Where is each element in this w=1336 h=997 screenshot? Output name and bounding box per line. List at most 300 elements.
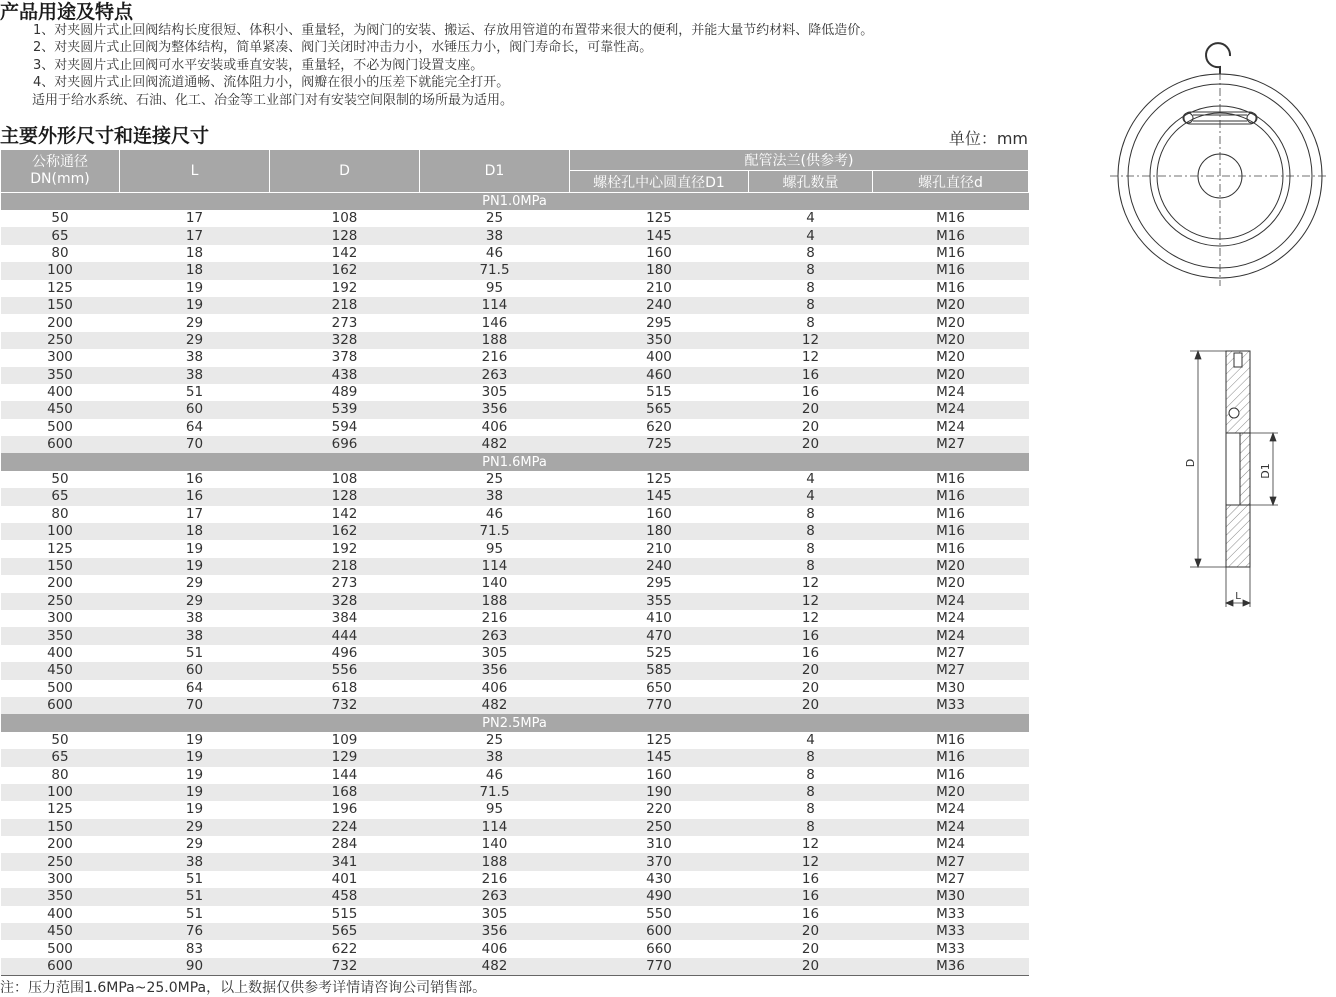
valve-body-section (1226, 351, 1250, 567)
table-cell: 482 (420, 958, 570, 976)
table-cell: M16 (936, 471, 965, 488)
table-row (1, 523, 1029, 540)
pressure-group-row (1, 193, 1029, 211)
table-cell: 460 (570, 367, 749, 384)
feature-item: 适用于给水系统、石油、化工、冶金等工业部门对有安装空间限制的场所最为适用。 (32, 92, 514, 108)
table-row (1, 332, 1029, 349)
table-cell: 50 (51, 471, 69, 488)
label-d1: D1 (1259, 463, 1272, 479)
table-cell: 263 (420, 627, 570, 644)
table-cell: 38 (185, 610, 204, 627)
table-cell: M30 (873, 888, 1029, 905)
table-cell: M27 (936, 871, 965, 888)
table-cell: 12 (801, 610, 820, 627)
table-cell: 50 (51, 210, 69, 227)
table-cell: 145 (570, 227, 749, 244)
table-cell: 4 (806, 210, 815, 227)
table-cell: 150 (1, 558, 120, 575)
table-cell: 341 (270, 853, 420, 870)
table-row (1, 297, 1029, 314)
header-dn (1, 150, 120, 193)
table-cell: 71.5 (420, 523, 570, 540)
table-cell: M33 (936, 940, 965, 957)
table-row (1, 819, 1029, 836)
header-dn-line1: 公称通径 (32, 154, 88, 170)
table-cell: 12 (749, 853, 873, 870)
table-cell: 145 (570, 749, 749, 766)
table-cell: M24 (936, 384, 965, 401)
table-cell: 180 (570, 262, 749, 279)
table-cell: 585 (570, 662, 749, 679)
table-cell: 8 (806, 766, 815, 783)
table-row (1, 558, 1029, 575)
lifting-hook (1206, 43, 1230, 74)
table-cell: 200 (47, 575, 73, 592)
table-row (1, 610, 1029, 627)
table-cell: 250 (1, 593, 120, 610)
table-row (1, 923, 1029, 940)
table-cell: 356 (420, 401, 570, 418)
table-cell: 29 (120, 593, 270, 610)
table-cell: 196 (331, 801, 358, 818)
table-cell: 18 (120, 523, 270, 540)
table-cell: 12 (801, 349, 820, 366)
table-cell: 8 (806, 540, 815, 557)
table-cell: 109 (331, 731, 358, 748)
table-cell: 38 (185, 349, 204, 366)
header-flange-group: 配管法兰(供参考) (570, 150, 1029, 171)
table-row (1, 401, 1029, 418)
table-cell: 20 (749, 436, 873, 453)
table-cell: 145 (570, 488, 749, 505)
table-cell: 300 (47, 610, 73, 627)
table-cell: 350 (1, 367, 120, 384)
table-cell: 450 (1, 401, 120, 418)
table-cell: M33 (873, 923, 1029, 940)
table-cell: 400 (47, 644, 73, 661)
table-cell: 19 (185, 731, 204, 748)
table-cell: 400 (646, 349, 672, 366)
table-cell: M24 (873, 819, 1029, 836)
table-cell: 300 (47, 871, 73, 888)
table-cell: 650 (646, 679, 672, 696)
table-cell: M16 (873, 262, 1029, 279)
d-arrow-top (1195, 351, 1201, 359)
table-cell: 71.5 (420, 784, 570, 801)
pressure-group-label: PN1.6MPa (1, 453, 1029, 470)
table-cell: 482 (420, 436, 570, 453)
table-cell: 114 (420, 819, 570, 836)
table-cell: 100 (1, 262, 120, 279)
table-cell: 125 (646, 210, 672, 227)
table-cell: 200 (47, 836, 73, 853)
table-cell: 770 (570, 958, 749, 976)
table-cell: 29 (120, 819, 270, 836)
table-cell: 19 (120, 749, 270, 766)
table-cell: 216 (481, 871, 508, 888)
table-cell: M16 (873, 488, 1029, 505)
table-cell: 263 (420, 367, 570, 384)
table-cell: 65 (1, 749, 120, 766)
table-cell: 142 (331, 244, 358, 261)
table-cell: 378 (331, 349, 358, 366)
table-cell: 8 (749, 297, 873, 314)
table-cell: 450 (1, 923, 120, 940)
feature-item: 2、对夹圆片式止回阀为整体结构，简单紧凑、阀门关闭时冲击力小，水锤压力小，阀门寿命长，可靠性高。 (33, 40, 653, 56)
table-cell: 20 (749, 662, 873, 679)
feature-item: 1、对夹圆片式止回阀结构长度很短、体积小、重量轻，为阀门的安装、搬运、存放用管道的布置带来很大的便利，并能大量节约材料、降低造价。 (33, 23, 874, 38)
table-cell: 38 (420, 488, 570, 505)
table-cell: 350 (570, 332, 749, 349)
table-cell: 19 (120, 558, 270, 575)
table-cell: 51 (185, 905, 204, 922)
table-cell: 328 (270, 332, 420, 349)
table-cell: 305 (481, 644, 508, 661)
table-cell: 95 (485, 540, 504, 557)
table-cell: 732 (270, 958, 420, 976)
table-cell: 38 (420, 749, 570, 766)
table-cell: M27 (936, 644, 965, 661)
table-cell: 350 (1, 888, 120, 905)
table-body (1, 193, 1029, 976)
table-cell: 71.5 (420, 262, 570, 279)
header-d1: D1 (420, 150, 570, 193)
table-cell: 100 (1, 523, 120, 540)
table-cell: 168 (270, 784, 420, 801)
table-cell: 515 (331, 905, 358, 922)
table-cell: 188 (420, 853, 570, 870)
table-cell: 525 (646, 644, 672, 661)
table-cell: 29 (185, 314, 204, 331)
table-cell: 128 (270, 227, 420, 244)
table-cell: 20 (749, 401, 873, 418)
table-cell: 38 (120, 853, 270, 870)
table-cell: 210 (646, 279, 672, 296)
dimension-table (0, 149, 1029, 976)
table-cell: 400 (47, 384, 73, 401)
table-cell: 16 (749, 888, 873, 905)
table-cell: 500 (47, 418, 73, 435)
table-cell: 12 (801, 836, 820, 853)
table-cell: M16 (936, 244, 965, 261)
table-cell: 356 (420, 662, 570, 679)
table-cell: 406 (481, 418, 508, 435)
table-cell: 16 (749, 627, 873, 644)
valve-side-view-drawing (1170, 345, 1270, 615)
table-cell: 125 (646, 731, 672, 748)
table-cell: 8 (749, 819, 873, 836)
table-cell: 250 (570, 819, 749, 836)
table-cell: M16 (936, 540, 965, 557)
table-cell: 470 (570, 627, 749, 644)
table-cell: M20 (936, 314, 965, 331)
table-cell: 76 (120, 923, 270, 940)
table-cell: 4 (806, 471, 815, 488)
page-title: 产品用途及特点 (0, 1, 134, 23)
table-cell: 216 (481, 349, 508, 366)
table-cell: 12 (801, 575, 820, 592)
table-row (1, 593, 1029, 610)
table-cell: 140 (481, 575, 508, 592)
pressure-group-row (1, 453, 1029, 470)
table-cell: 17 (120, 227, 270, 244)
label-l: L (1235, 591, 1241, 602)
table-cell: 46 (485, 244, 504, 261)
table-cell: 29 (185, 575, 204, 592)
table-cell: M24 (873, 593, 1029, 610)
table-cell: 356 (420, 923, 570, 940)
table-cell: 565 (270, 923, 420, 940)
header-d: D (270, 150, 420, 193)
table-cell: 19 (185, 766, 204, 783)
table-cell: 16 (185, 471, 204, 488)
table-row (1, 871, 1029, 888)
table-cell: 192 (331, 540, 358, 557)
table-cell: 732 (270, 697, 420, 714)
table-cell: 384 (331, 610, 358, 627)
table-cell: 401 (331, 871, 358, 888)
table-cell: 8 (749, 523, 873, 540)
table-cell: M24 (936, 801, 965, 818)
table-row (1, 384, 1029, 401)
valve-front-view-drawing (1108, 34, 1328, 294)
table-cell: 19 (120, 297, 270, 314)
table-cell: 539 (270, 401, 420, 418)
table-cell: M20 (936, 575, 965, 592)
table-cell: 140 (481, 836, 508, 853)
table-cell: M24 (873, 627, 1029, 644)
table-cell: 18 (185, 244, 204, 261)
table-cell: 19 (185, 540, 204, 557)
table-row (1, 906, 1029, 923)
table-cell: 696 (270, 436, 420, 453)
feature-item: 3、对夹圆片式止回阀可水平安装或垂直安装，重量轻，不必为阀门设置支座。 (33, 57, 484, 73)
table-cell: 240 (570, 297, 749, 314)
table-cell: 25 (485, 731, 504, 748)
table-cell: 29 (120, 332, 270, 349)
hinge-pin-section (1229, 408, 1239, 418)
table-cell: 51 (120, 888, 270, 905)
table-cell: 482 (420, 697, 570, 714)
table-cell: M24 (936, 836, 965, 853)
table-cell: 565 (570, 401, 749, 418)
table-row (1, 697, 1029, 714)
table-row (1, 262, 1029, 279)
table-cell: 450 (1, 662, 120, 679)
table-cell: 370 (570, 853, 749, 870)
table-cell: 80 (51, 244, 69, 261)
table-cell: 16 (801, 905, 820, 922)
table-cell: M16 (936, 505, 965, 522)
table-cell: 29 (185, 836, 204, 853)
table-cell: 46 (485, 505, 504, 522)
pressure-group-row (1, 714, 1029, 731)
table-cell: M27 (873, 853, 1029, 870)
table-cell: 220 (646, 801, 672, 818)
table-cell: 556 (270, 662, 420, 679)
table-row (1, 627, 1029, 644)
table-cell: 60 (120, 662, 270, 679)
d1-arrow-bottom (1270, 497, 1276, 505)
table-cell: 216 (481, 610, 508, 627)
table-row (1, 680, 1029, 697)
table-cell: 16 (801, 644, 820, 661)
table-cell: 8 (806, 801, 815, 818)
table-cell: 51 (185, 871, 204, 888)
table-cell: 406 (481, 679, 508, 696)
table-cell: 17 (185, 505, 204, 522)
table-cell: 310 (646, 836, 672, 853)
table-cell: M20 (873, 332, 1029, 349)
table-cell: 38 (420, 227, 570, 244)
table-cell: 51 (185, 384, 204, 401)
l-arrow-right (1243, 600, 1250, 606)
footnote: 注：压力范围1.6MPa~25.0MPa，以上数据仅供参考详情请咨询公司销售部。 (0, 980, 487, 996)
table-cell: 500 (47, 679, 73, 696)
table-row (1, 314, 1029, 331)
table-cell: M16 (936, 210, 965, 227)
table-cell: 218 (270, 297, 420, 314)
table-row (1, 662, 1029, 679)
table-row (1, 853, 1029, 870)
table-cell: 16 (801, 384, 820, 401)
table-cell: M16 (936, 766, 965, 783)
table-cell: 496 (331, 644, 358, 661)
table-cell: 305 (481, 384, 508, 401)
disc-section (1226, 433, 1240, 505)
header-bolt-count: 螺孔数量 (749, 171, 873, 193)
section-title: 主要外形尺寸和连接尺寸 (0, 125, 210, 147)
table-cell: 25 (485, 210, 504, 227)
table-cell: M27 (873, 436, 1029, 453)
table-cell: 458 (270, 888, 420, 905)
table-cell: M16 (873, 523, 1029, 540)
table-cell: 406 (481, 940, 508, 957)
table-cell: M20 (873, 297, 1029, 314)
d1-arrow-top (1270, 433, 1276, 441)
table-cell: 114 (420, 558, 570, 575)
table-cell: 150 (1, 819, 120, 836)
table-cell: 622 (331, 940, 358, 957)
table-cell: 192 (331, 279, 358, 296)
table-cell: 12 (749, 332, 873, 349)
feature-list (33, 22, 873, 109)
table-row (1, 940, 1029, 957)
header-l: L (120, 150, 270, 193)
table-cell: 600 (570, 923, 749, 940)
table-row (1, 471, 1029, 488)
table-cell: 51 (185, 644, 204, 661)
table-cell: 273 (331, 314, 358, 331)
table-cell: 108 (331, 471, 358, 488)
label-d: D (1184, 458, 1197, 468)
table-cell: 160 (646, 766, 672, 783)
table-cell: 273 (331, 575, 358, 592)
table-cell: 660 (646, 940, 672, 957)
table-cell: 125 (47, 540, 73, 557)
table-cell: 438 (270, 367, 420, 384)
table-cell: 250 (1, 332, 120, 349)
table-cell: M27 (873, 662, 1029, 679)
table-cell: 328 (270, 593, 420, 610)
table-cell: M16 (936, 279, 965, 296)
table-cell: 770 (570, 697, 749, 714)
table-cell: 618 (331, 679, 358, 696)
table-cell: 16 (749, 367, 873, 384)
table-cell: 12 (749, 593, 873, 610)
table-row (1, 280, 1029, 297)
pressure-group-label: PN2.5MPa (1, 714, 1029, 731)
table-cell: 20 (749, 923, 873, 940)
table-cell: 50 (51, 731, 69, 748)
table-cell: 180 (570, 523, 749, 540)
table-cell: 16 (801, 871, 820, 888)
table-cell: 188 (420, 593, 570, 610)
table-row (1, 245, 1029, 262)
table-row (1, 210, 1029, 227)
table-cell: M24 (936, 418, 965, 435)
table-cell: 190 (570, 784, 749, 801)
section-bottom-hatch (1226, 505, 1250, 567)
table-cell: M16 (936, 731, 965, 748)
table-cell: 594 (331, 418, 358, 435)
table-row (1, 227, 1029, 244)
table-row (1, 488, 1029, 505)
table-cell: 83 (185, 940, 204, 957)
table-cell: 19 (120, 784, 270, 801)
table-cell: 125 (47, 279, 73, 296)
table-cell: 95 (485, 279, 504, 296)
table-cell: 20 (749, 697, 873, 714)
table-cell: 129 (270, 749, 420, 766)
table-cell: 188 (420, 332, 570, 349)
table-cell: 200 (47, 314, 73, 331)
table-cell: 620 (646, 418, 672, 435)
table-cell: M20 (873, 558, 1029, 575)
header-dn-line2: DN(mm) (30, 171, 90, 187)
table-row (1, 958, 1029, 976)
table-cell: 114 (420, 297, 570, 314)
table-row (1, 749, 1029, 766)
table-cell: 295 (646, 575, 672, 592)
table-cell: 64 (185, 418, 204, 435)
table-cell: 300 (47, 349, 73, 366)
table-row (1, 888, 1029, 905)
table-cell: 160 (646, 505, 672, 522)
table-cell: 60 (120, 401, 270, 418)
table-cell: 355 (570, 593, 749, 610)
table-cell: 515 (646, 384, 672, 401)
table-row (1, 436, 1029, 453)
header-bolt-circle: 螺栓孔中心圆直径D1 (570, 171, 749, 193)
table-cell: 17 (185, 210, 204, 227)
table-cell: 46 (485, 766, 504, 783)
table-cell: 80 (51, 766, 69, 783)
table-cell: 263 (420, 888, 570, 905)
table-cell: 295 (646, 314, 672, 331)
table-row (1, 349, 1029, 366)
table-cell: M20 (873, 784, 1029, 801)
table-cell: 38 (120, 367, 270, 384)
table-cell: 400 (47, 905, 73, 922)
table-cell: 162 (270, 262, 420, 279)
table-cell: M33 (936, 905, 965, 922)
d-arrow-bottom (1195, 559, 1201, 567)
table-cell: 305 (481, 905, 508, 922)
hook-boss (1234, 353, 1242, 367)
table-row (1, 645, 1029, 662)
unit-label: 单位：mm (948, 129, 1028, 148)
